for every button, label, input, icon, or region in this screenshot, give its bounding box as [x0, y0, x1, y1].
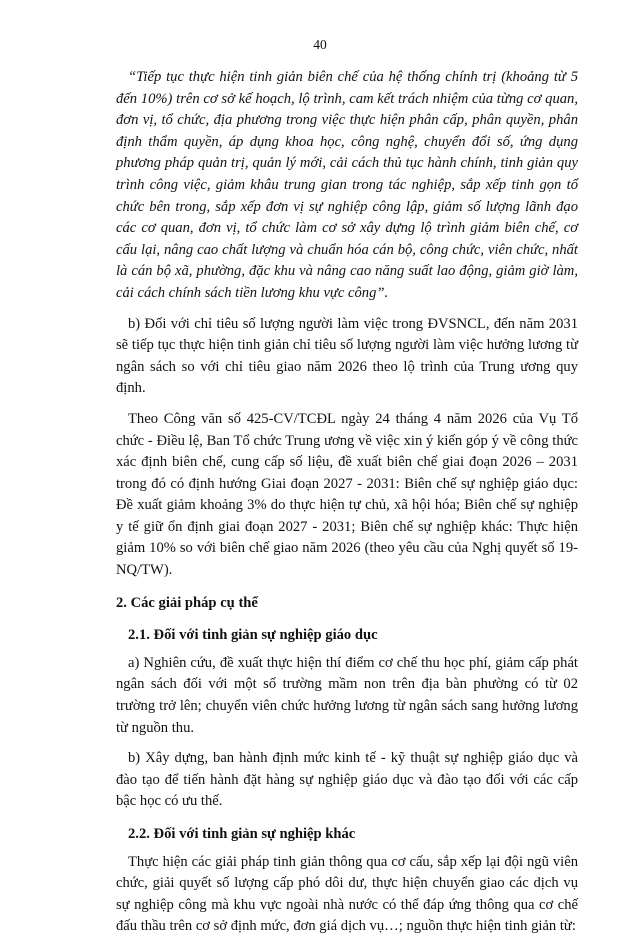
- paragraph-dvsncl-target: b) Đối với chỉ tiêu số lượng người làm việc trong ĐVSNCL, đến năm 2031 sẽ tiếp tục thực hiện tinh giản chỉ tiêu số lượng người làm việc hưởng lương từ ngân sách so với chỉ tiêu giao năm 2026 theo lộ trình của Trung ương quy định.: [116, 315, 578, 397]
- paragraph-official-letter: Theo Công văn số 425-CV/TCĐL ngày 24 tháng 4 năm 2026 của Vụ Tổ chức - Điều lệ, Ban Tổ chức Trung ương về việc xin ý kiến góp ý về công thức xác định biên chế, cung cấp số liệu, đề xuất biên chế giai đoạn 2026 – 2031 trong đó có định hướng Giai đoạn 2027 - 2031: Biên chế sự nghiệp giáo dục: Đề xuất giảm khoảng 3% do thực hiện tự chủ, xã hội hóa; Biên chế sự nghiệp y tế giữ ổn định giai đoạn 2027 - 2031; Biên chế sự nghiệp khác: Thực hiện giảm 10% so với biên chế giao năm 2026 (theo yêu cầu của Nghị quyết số 19-NQ/TW).: [116, 410, 578, 579]
- page-body: [116, 67, 578, 938]
- paragraph-other-streamlining: Thực hiện các giải pháp tinh giản thông qua cơ cấu, sắp xếp lại đội ngũ viên chức, giải quyết số lượng cấp phó dôi dư, thực hiện chuyển giao các dịch vụ sự nghiệp công mà khu vực ngoài nhà nước có thể đáp ứng thông qua cơ chế đấu thầu trên cơ sở định mức, đơn giá dịch vụ…; nguồn thực hiện tinh giản từ:: [116, 853, 578, 935]
- heading-education-streamlining: 2.1. Đối với tinh giản sự nghiệp giáo dục: [128, 627, 378, 644]
- paragraph-education-a: a) Nghiên cứu, đề xuất thực hiện thí điểm cơ chế thu học phí, giảm cấp phát ngân sách đối với một số trường mầm non trên địa bàn phường có từ 02 trường trở lên; chuyển viên chức hưởng lương từ ngân sách sang hưởng lương từ nguồn thu.: [116, 654, 578, 736]
- page-number: 40: [313, 37, 327, 52]
- quoted-paragraph: “Tiếp tục thực hiện tinh giản biên chế của hệ thống chính trị (khoảng từ 5 đến 10%) trên cơ sở kế hoạch, lộ trình, cam kết trách nhiệm của từng cơ quan, đơn vị, tổ chức, địa phương trong việc thực hiện phân cấp, phân quyền, phân định thẩm quyền, áp dụng khoa học, công nghệ, chuyển đổi số, ứng dụng phương pháp quản trị, quản lý mới, cải cách thủ tục hành chính, tinh giản quy trình công việc, giảm khâu trung gian trong tác nghiệp, sắp xếp tinh gọn tổ chức bên trong, sắp xếp đơn vị sự nghiệp công lập, giảm số lượng lãnh đạo các cơ quan, đơn vị, tổ chức làm cơ sở xây dựng lộ trình giảm biên chế, cơ cấu lại, nâng cao chất lượng và chuẩn hóa cán bộ, công chức, viên chức, nhất là cán bộ xã, phường, đặc khu và nâng cao năng suất lao động, giảm giờ làm, cải cách chính sách tiền lương khu vực công”.: [116, 69, 578, 301]
- heading-specific-solutions: 2. Các giải pháp cụ thể: [116, 594, 258, 611]
- paragraph-education-b: b) Xây dựng, ban hành định mức kinh tế - kỹ thuật sự nghiệp giáo dục và đào tạo để tiến hành đặt hàng sự nghiệp giáo dục và đào tạo đối với các cấp bậc học có ưu thế.: [116, 750, 578, 810]
- heading-other-streamlining: 2.2. Đối với tinh giản sự nghiệp khác: [128, 826, 356, 842]
